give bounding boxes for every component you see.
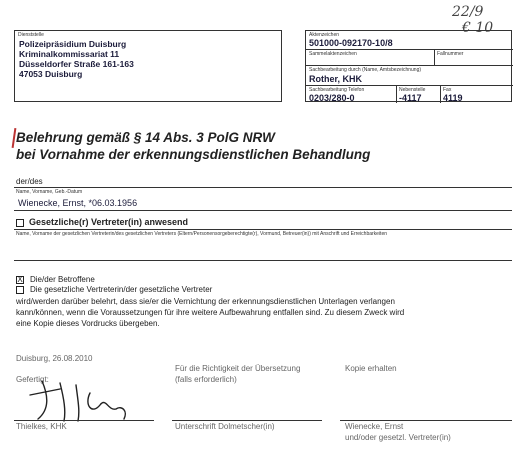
agency-unit: Kriminalkommissariat 11 <box>19 49 120 59</box>
fax-number: 4119 <box>443 93 463 103</box>
body-text-line3: eine Kopie dieses Vordrucks übergeben. <box>16 319 160 328</box>
officer-signature <box>20 375 140 425</box>
legal-representative-checkbox[interactable] <box>16 286 24 294</box>
person-prefix: der/des <box>16 177 43 186</box>
representative-field-label: Name, Vorname der gesetzlichen Vertreterin/des gesetzlichen Vertreters (Eltern/Personensorgeberechtigte(r), Vormund, Betreuer(in)) mit Anschrift und Erreichbarkeiten <box>16 231 388 237</box>
body-text-line1: wird/werden darüber belehrt, dass sie/er die Vernichtung der erkennungsdienstlichen Unterlagen verlangen <box>16 297 395 306</box>
interpreter-signature-label: Unterschrift Dolmetscher(in) <box>175 422 275 431</box>
body-text-line2: kann/können, wenn die Voraussetzungen für ihre weitere Aufbewahrung entfallen sind. Zu diesem Zweck wird <box>16 308 405 317</box>
form-title-line2: bei Vornahme der erkennungsdienstlichen Behandlung <box>16 147 371 162</box>
extension-label: Nebenstelle <box>399 87 426 93</box>
affected-person-label: Die/der Betroffene <box>30 275 95 284</box>
copy-received-label: Kopie erhalten <box>345 364 397 373</box>
signed-by-label: Gefertigt: <box>16 375 49 384</box>
recipient-name: Wienecke, Ernst <box>345 422 404 431</box>
file-number: 501000-092170-10/8 <box>309 38 393 48</box>
representative-field[interactable] <box>14 229 512 261</box>
affected-person-checkbox[interactable]: X <box>17 275 23 284</box>
translation-note: (falls erforderlich) <box>175 375 237 384</box>
collection-number-label: Sammelaktenzeichen <box>309 51 357 57</box>
extension: -4117 <box>399 93 422 103</box>
person-field[interactable] <box>14 187 512 211</box>
agency-street: Düsseldorfer Straße 161-163 <box>19 59 134 69</box>
handwritten-note-line1: 22/9 <box>452 4 484 20</box>
form-title-line1: Belehrung gemäß § 14 Abs. 3 PolG NRW <box>16 130 275 145</box>
agency-name: Polizeipräsidium Duisburg <box>19 39 127 49</box>
phone-number: 0203/280-0 <box>309 93 355 103</box>
case-box <box>305 30 512 102</box>
recipient-suffix: und/oder gesetzl. Vertreter(in) <box>345 433 451 442</box>
person-field-label: Name, Vorname, Geb.-Datum <box>16 189 83 195</box>
officer-name: Rother, KHK <box>309 74 363 84</box>
agency-label: Dienststelle <box>18 32 44 38</box>
agency-box <box>14 30 282 102</box>
translation-label: Für die Richtigkeit der Übersetzung <box>175 364 301 373</box>
representative-present-checkbox[interactable] <box>16 219 24 227</box>
officer-label: Sachbearbeitung durch (Name, Amtsbezeichnung) <box>309 67 422 73</box>
person-name: Wienecke, Ernst, *06.03.1956 <box>18 198 138 208</box>
file-number-label: Aktenzeichen <box>309 32 340 38</box>
representative-present-label: Gesetzliche(r) Vertreter(in) anwesend <box>29 217 189 227</box>
phone-label: Sachbearbeitung Telefon <box>309 87 365 93</box>
agency-city: 47053 Duisburg <box>19 69 83 79</box>
place-date: Duisburg, 26.08.2010 <box>16 354 93 363</box>
officer-name-sign: Thielkes, KHK <box>16 422 67 431</box>
fax-label: Fax <box>443 87 452 93</box>
handwritten-note-line2: € 10 <box>462 20 494 36</box>
case-number-label: Fallnummer <box>437 51 464 57</box>
legal-representative-label: Die gesetzliche Vertreterin/der gesetzliche Vertreter <box>30 285 213 294</box>
